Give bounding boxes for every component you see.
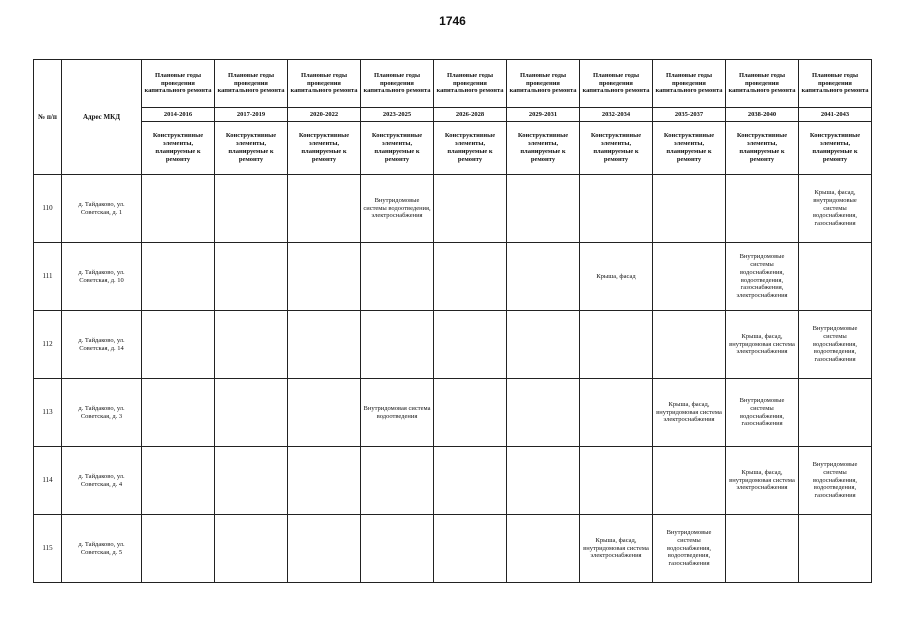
header-elements: Конструктивные элементы, планируемые к ремонту bbox=[580, 122, 653, 175]
header-address: Адрес МКД bbox=[62, 60, 142, 175]
repair-cell bbox=[653, 447, 726, 515]
header-plan-years: Плановые годы проведения капитального ремонта bbox=[288, 60, 361, 108]
table-row bbox=[34, 175, 872, 243]
header-elements: Конструктивные элементы, планируемые к ремонту bbox=[653, 122, 726, 175]
repair-cell bbox=[799, 515, 872, 583]
repair-cell bbox=[799, 243, 872, 311]
repair-cell bbox=[215, 311, 288, 379]
row-number: 110 bbox=[34, 175, 62, 243]
table-row bbox=[34, 243, 872, 311]
header-year-range: 2017-2019 bbox=[215, 108, 288, 122]
repair-cell: Внутридомовые системы водоснабжения, водоотведения, газоснабжения bbox=[653, 515, 726, 583]
repair-cell bbox=[215, 175, 288, 243]
repair-cell bbox=[799, 379, 872, 447]
repair-cell: Внутридомовые системы водоснабжения, водоотведения, газоснабжения bbox=[799, 311, 872, 379]
header-year-range: 2038-2040 bbox=[726, 108, 799, 122]
repair-cell: Внутридомовая система водоотведения bbox=[361, 379, 434, 447]
repair-cell bbox=[288, 311, 361, 379]
repair-cell: Крыша, фасад, внутридомовые системы водоснабжения, газоснабжения bbox=[799, 175, 872, 243]
header-plan-years: Плановые годы проведения капитального ремонта bbox=[507, 60, 580, 108]
repair-cell bbox=[434, 311, 507, 379]
repair-cell bbox=[507, 243, 580, 311]
header-elements: Конструктивные элементы, планируемые к ремонту bbox=[215, 122, 288, 175]
repair-cell bbox=[142, 447, 215, 515]
header-year-range: 2032-2034 bbox=[580, 108, 653, 122]
header-year-range: 2041-2043 bbox=[799, 108, 872, 122]
repair-cell bbox=[361, 311, 434, 379]
repair-cell bbox=[142, 311, 215, 379]
header-plan-years: Плановые годы проведения капитального ремонта bbox=[434, 60, 507, 108]
row-number: 115 bbox=[34, 515, 62, 583]
table-row bbox=[34, 379, 872, 447]
repair-cell bbox=[434, 515, 507, 583]
repair-cell bbox=[288, 515, 361, 583]
repair-cell: Внутридомовые системы водоснабжения, газоснабжения bbox=[726, 379, 799, 447]
repair-cell bbox=[215, 447, 288, 515]
repair-cell bbox=[215, 379, 288, 447]
header-year-range: 2023-2025 bbox=[361, 108, 434, 122]
header-plan-years: Плановые годы проведения капитального ремонта bbox=[726, 60, 799, 108]
table-row bbox=[34, 447, 872, 515]
repair-cell bbox=[288, 175, 361, 243]
repair-cell bbox=[142, 175, 215, 243]
repair-cell bbox=[653, 311, 726, 379]
header-year-range: 2029-2031 bbox=[507, 108, 580, 122]
repair-cell bbox=[434, 175, 507, 243]
repair-cell bbox=[726, 175, 799, 243]
repair-cell bbox=[361, 447, 434, 515]
repair-cell bbox=[507, 311, 580, 379]
repair-cell bbox=[507, 515, 580, 583]
repair-cell bbox=[288, 447, 361, 515]
row-address: д. Тайдаково, ул. Советская, д. 10 bbox=[62, 243, 142, 311]
row-address: д. Тайдаково, ул. Советская, д. 4 bbox=[62, 447, 142, 515]
header-plan-years: Плановые годы проведения капитального ремонта bbox=[580, 60, 653, 108]
row-number: 113 bbox=[34, 379, 62, 447]
repair-cell bbox=[288, 243, 361, 311]
header-elements: Конструктивные элементы, планируемые к ремонту bbox=[799, 122, 872, 175]
repair-cell bbox=[653, 175, 726, 243]
repair-cell: Внутридомовые системы водоснабжения, водоотведения, газоснабжения, электроснабжения bbox=[726, 243, 799, 311]
header-plan-years: Плановые годы проведения капитального ремонта bbox=[142, 60, 215, 108]
repair-cell bbox=[142, 379, 215, 447]
repair-cell bbox=[434, 447, 507, 515]
repair-cell bbox=[653, 243, 726, 311]
repair-cell bbox=[434, 243, 507, 311]
header-elements: Конструктивные элементы, планируемые к ремонту bbox=[142, 122, 215, 175]
table-row bbox=[34, 515, 872, 583]
repair-cell bbox=[580, 379, 653, 447]
row-number: 114 bbox=[34, 447, 62, 515]
repair-schedule-table bbox=[33, 59, 872, 583]
header-elements: Конструктивные элементы, планируемые к ремонту bbox=[434, 122, 507, 175]
row-address: д. Тайдаково, ул. Советская, д. 5 bbox=[62, 515, 142, 583]
repair-cell: Внутридомовые системы водоотведения, электроснабжения bbox=[361, 175, 434, 243]
row-address: д. Тайдаково, ул. Советская, д. 1 bbox=[62, 175, 142, 243]
repair-cell bbox=[507, 175, 580, 243]
row-address: д. Тайдаково, ул. Советская, д. 14 bbox=[62, 311, 142, 379]
repair-cell: Крыша, фасад bbox=[580, 243, 653, 311]
repair-cell: Крыша, фасад, внутридомовая система электроснабжения bbox=[726, 447, 799, 515]
repair-cell bbox=[580, 175, 653, 243]
header-year-range: 2035-2037 bbox=[653, 108, 726, 122]
repair-cell bbox=[726, 515, 799, 583]
repair-cell bbox=[580, 311, 653, 379]
repair-cell bbox=[507, 447, 580, 515]
repair-cell: Крыша, фасад, внутридомовая система электроснабжения bbox=[726, 311, 799, 379]
header-elements: Конструктивные элементы, планируемые к ремонту bbox=[288, 122, 361, 175]
row-address: д. Тайдаково, ул. Советская, д. 3 bbox=[62, 379, 142, 447]
repair-cell: Внутридомовые системы водоснабжения, водоотведения, газоснабжения bbox=[799, 447, 872, 515]
repair-cell bbox=[288, 379, 361, 447]
header-plan-years: Плановые годы проведения капитального ремонта bbox=[215, 60, 288, 108]
repair-cell bbox=[215, 243, 288, 311]
header-plan-years: Плановые годы проведения капитального ремонта bbox=[799, 60, 872, 108]
repair-cell bbox=[434, 379, 507, 447]
repair-cell bbox=[215, 515, 288, 583]
header-plan-years: Плановые годы проведения капитального ремонта bbox=[361, 60, 434, 108]
header-plan-years: Плановые годы проведения капитального ремонта bbox=[653, 60, 726, 108]
repair-cell bbox=[507, 379, 580, 447]
header-elements: Конструктивные элементы, планируемые к ремонту bbox=[361, 122, 434, 175]
header-year-range: 2014-2016 bbox=[142, 108, 215, 122]
header-row-number: № п/п bbox=[34, 60, 62, 175]
repair-cell bbox=[361, 515, 434, 583]
row-number: 111 bbox=[34, 243, 62, 311]
page-number: 1746 bbox=[439, 14, 466, 28]
header-year-range: 2020-2022 bbox=[288, 108, 361, 122]
repair-cell bbox=[142, 515, 215, 583]
row-number: 112 bbox=[34, 311, 62, 379]
repair-cell: Крыша, фасад, внутридомовая система электроснабжения bbox=[653, 379, 726, 447]
table-row bbox=[34, 311, 872, 379]
repair-cell bbox=[361, 243, 434, 311]
header-elements: Конструктивные элементы, планируемые к ремонту bbox=[507, 122, 580, 175]
repair-cell: Крыша, фасад, внутридомовая система электроснабжения bbox=[580, 515, 653, 583]
header-year-range: 2026-2028 bbox=[434, 108, 507, 122]
header-elements: Конструктивные элементы, планируемые к ремонту bbox=[726, 122, 799, 175]
repair-cell bbox=[580, 447, 653, 515]
repair-cell bbox=[142, 243, 215, 311]
